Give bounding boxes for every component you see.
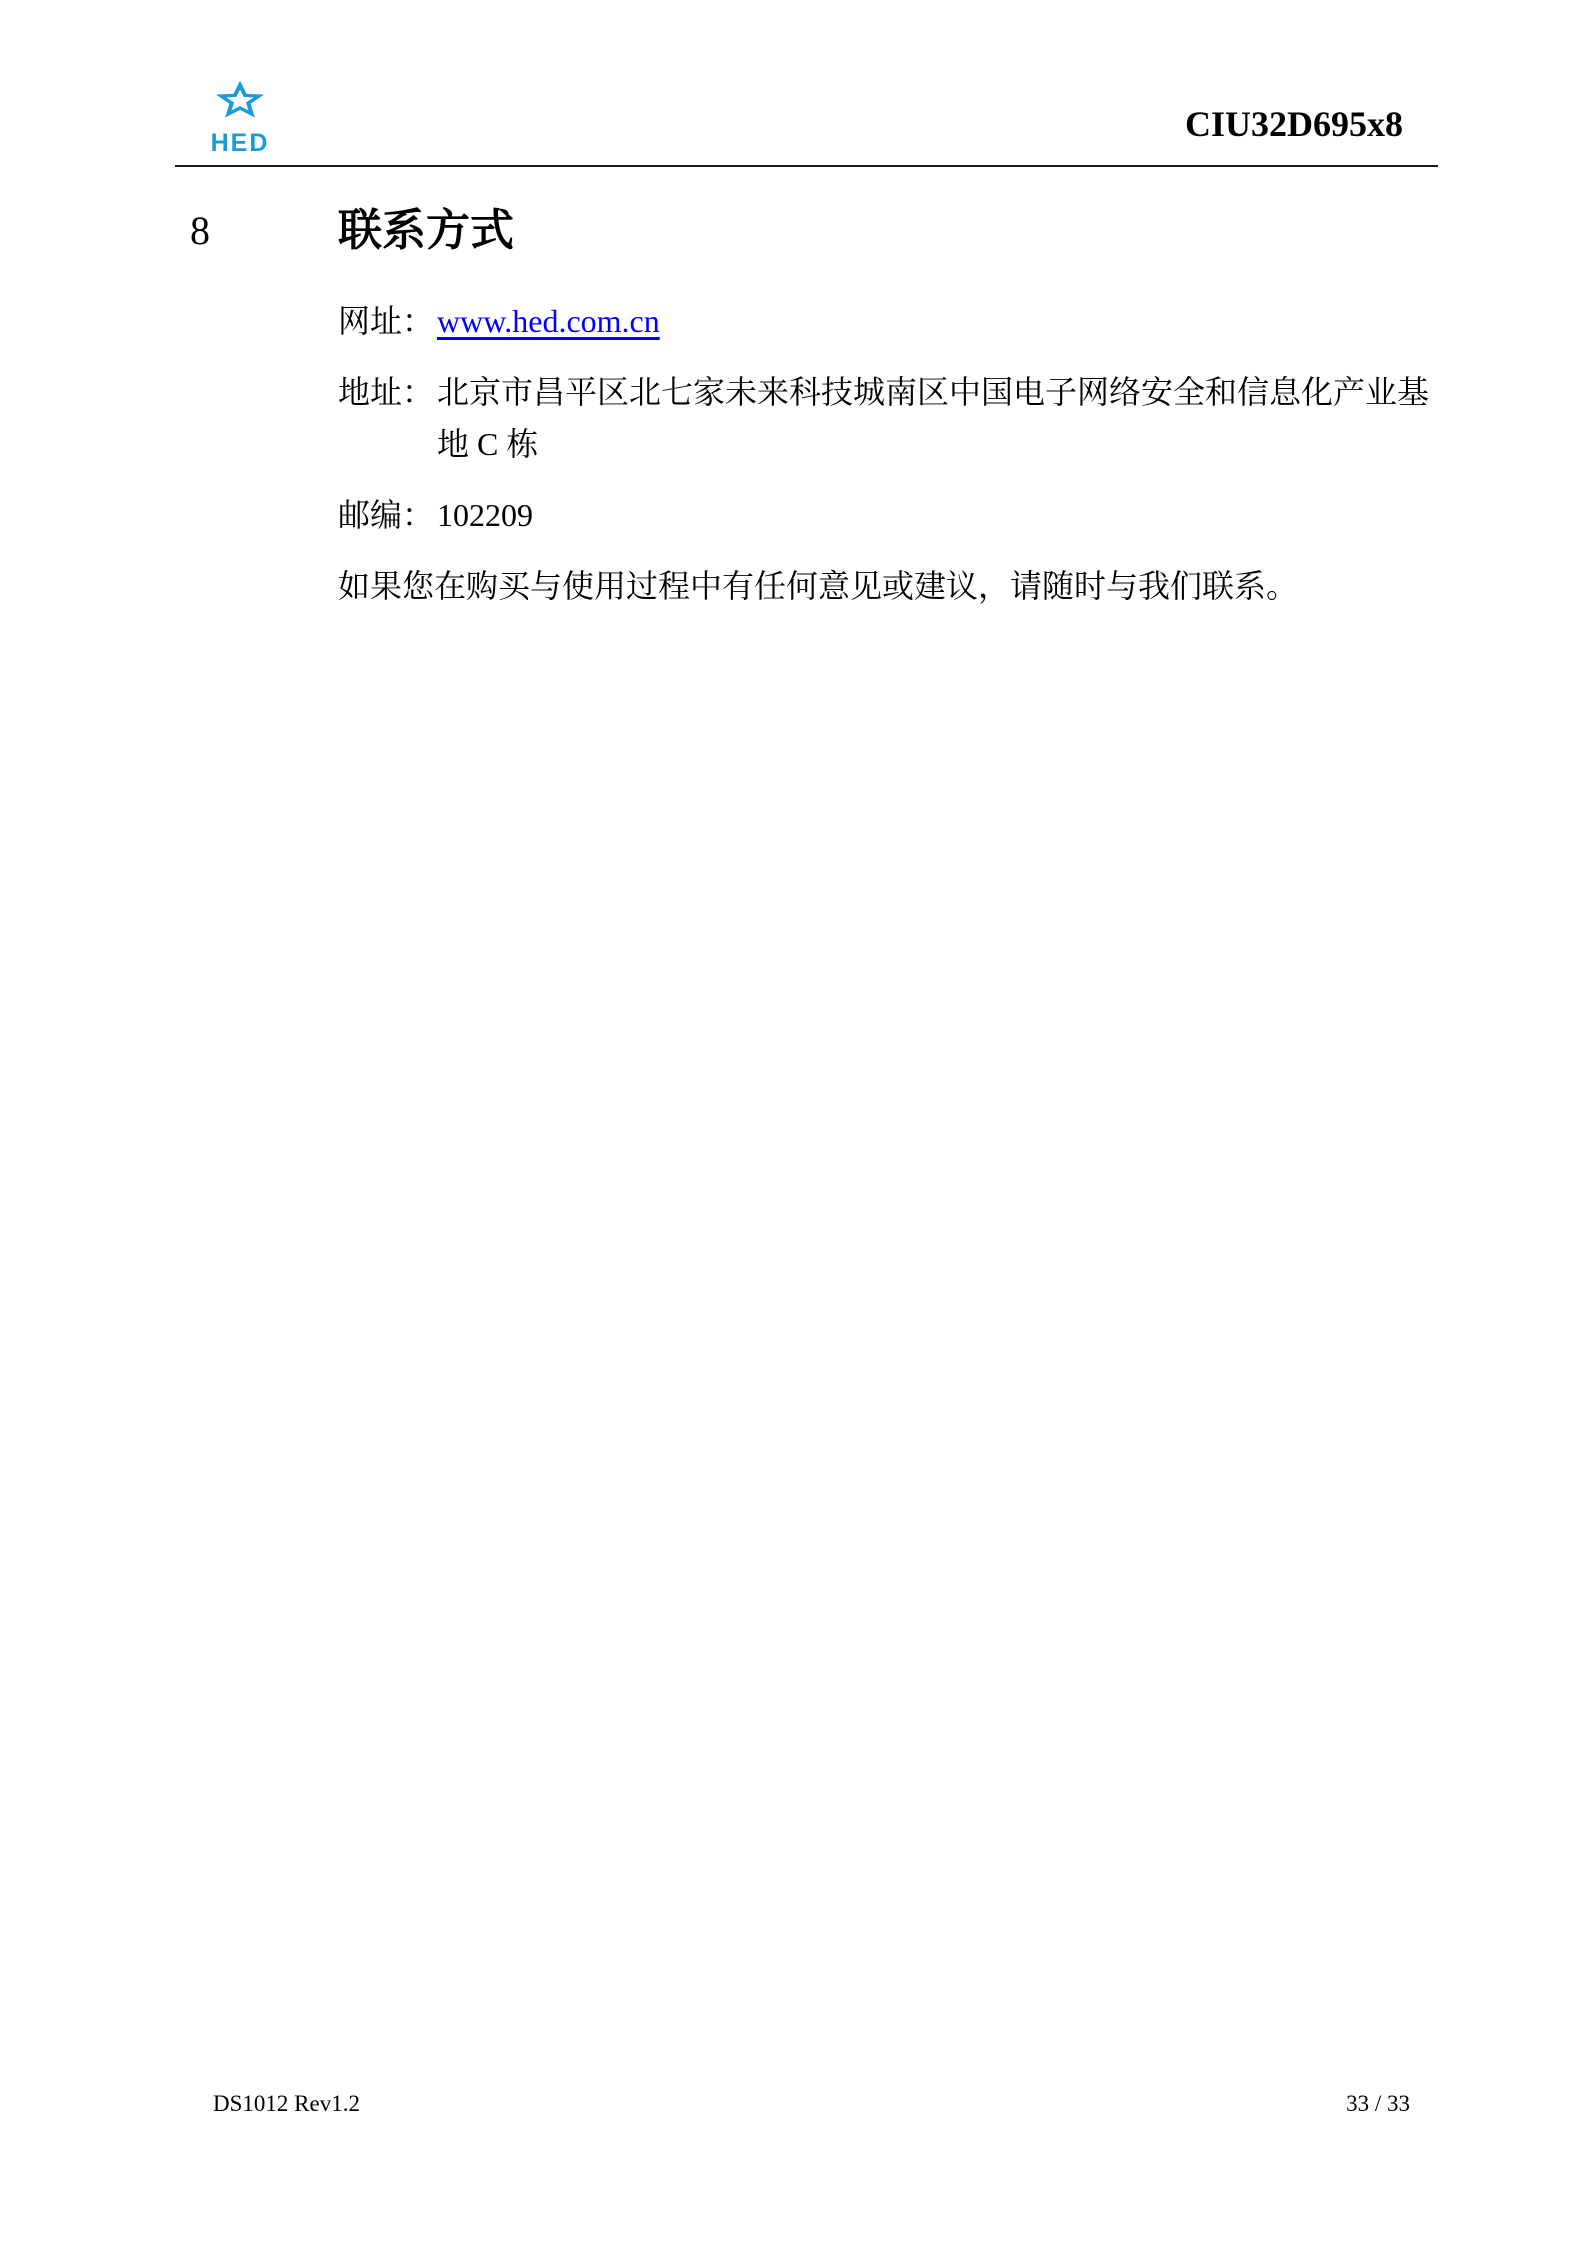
website-link[interactable]: www.hed.com.cn — [437, 303, 660, 339]
postcode-row — [338, 489, 1458, 541]
hed-logo-text: HED — [210, 129, 270, 157]
address-row — [338, 366, 1458, 470]
address-text — [437, 366, 1429, 470]
website-row — [338, 295, 1458, 347]
footer-doc-ref: DS1012 Rev1.2 — [213, 2091, 360, 2116]
header-rule — [175, 165, 1438, 167]
postcode-label: 邮编： — [338, 497, 435, 533]
contact-info — [338, 295, 1458, 631]
doc-title: CIU32D695x8 — [1184, 104, 1403, 144]
section-heading — [0, 203, 1588, 263]
hed-logo — [205, 78, 275, 156]
address-line2: 地 C 栋 — [437, 426, 539, 462]
section-title: 联系方式 — [338, 206, 514, 255]
contact-note: 如果您在购买与使用过程中有任何意见或建议，请随时与我们联系。 — [338, 568, 1299, 604]
hed-star-icon — [209, 78, 271, 128]
address-line1: 北京市昌平区北七家未来科技城南区中国电子网络安全和信息化产业基 — [437, 374, 1430, 410]
footer-page-indicator: 33 / 33 — [1346, 2091, 1410, 2116]
website-label: 网址： — [338, 303, 435, 339]
address-label: 地址： — [338, 374, 435, 410]
section-number: 8 — [190, 208, 210, 253]
postcode-value: 102209 — [437, 497, 533, 533]
